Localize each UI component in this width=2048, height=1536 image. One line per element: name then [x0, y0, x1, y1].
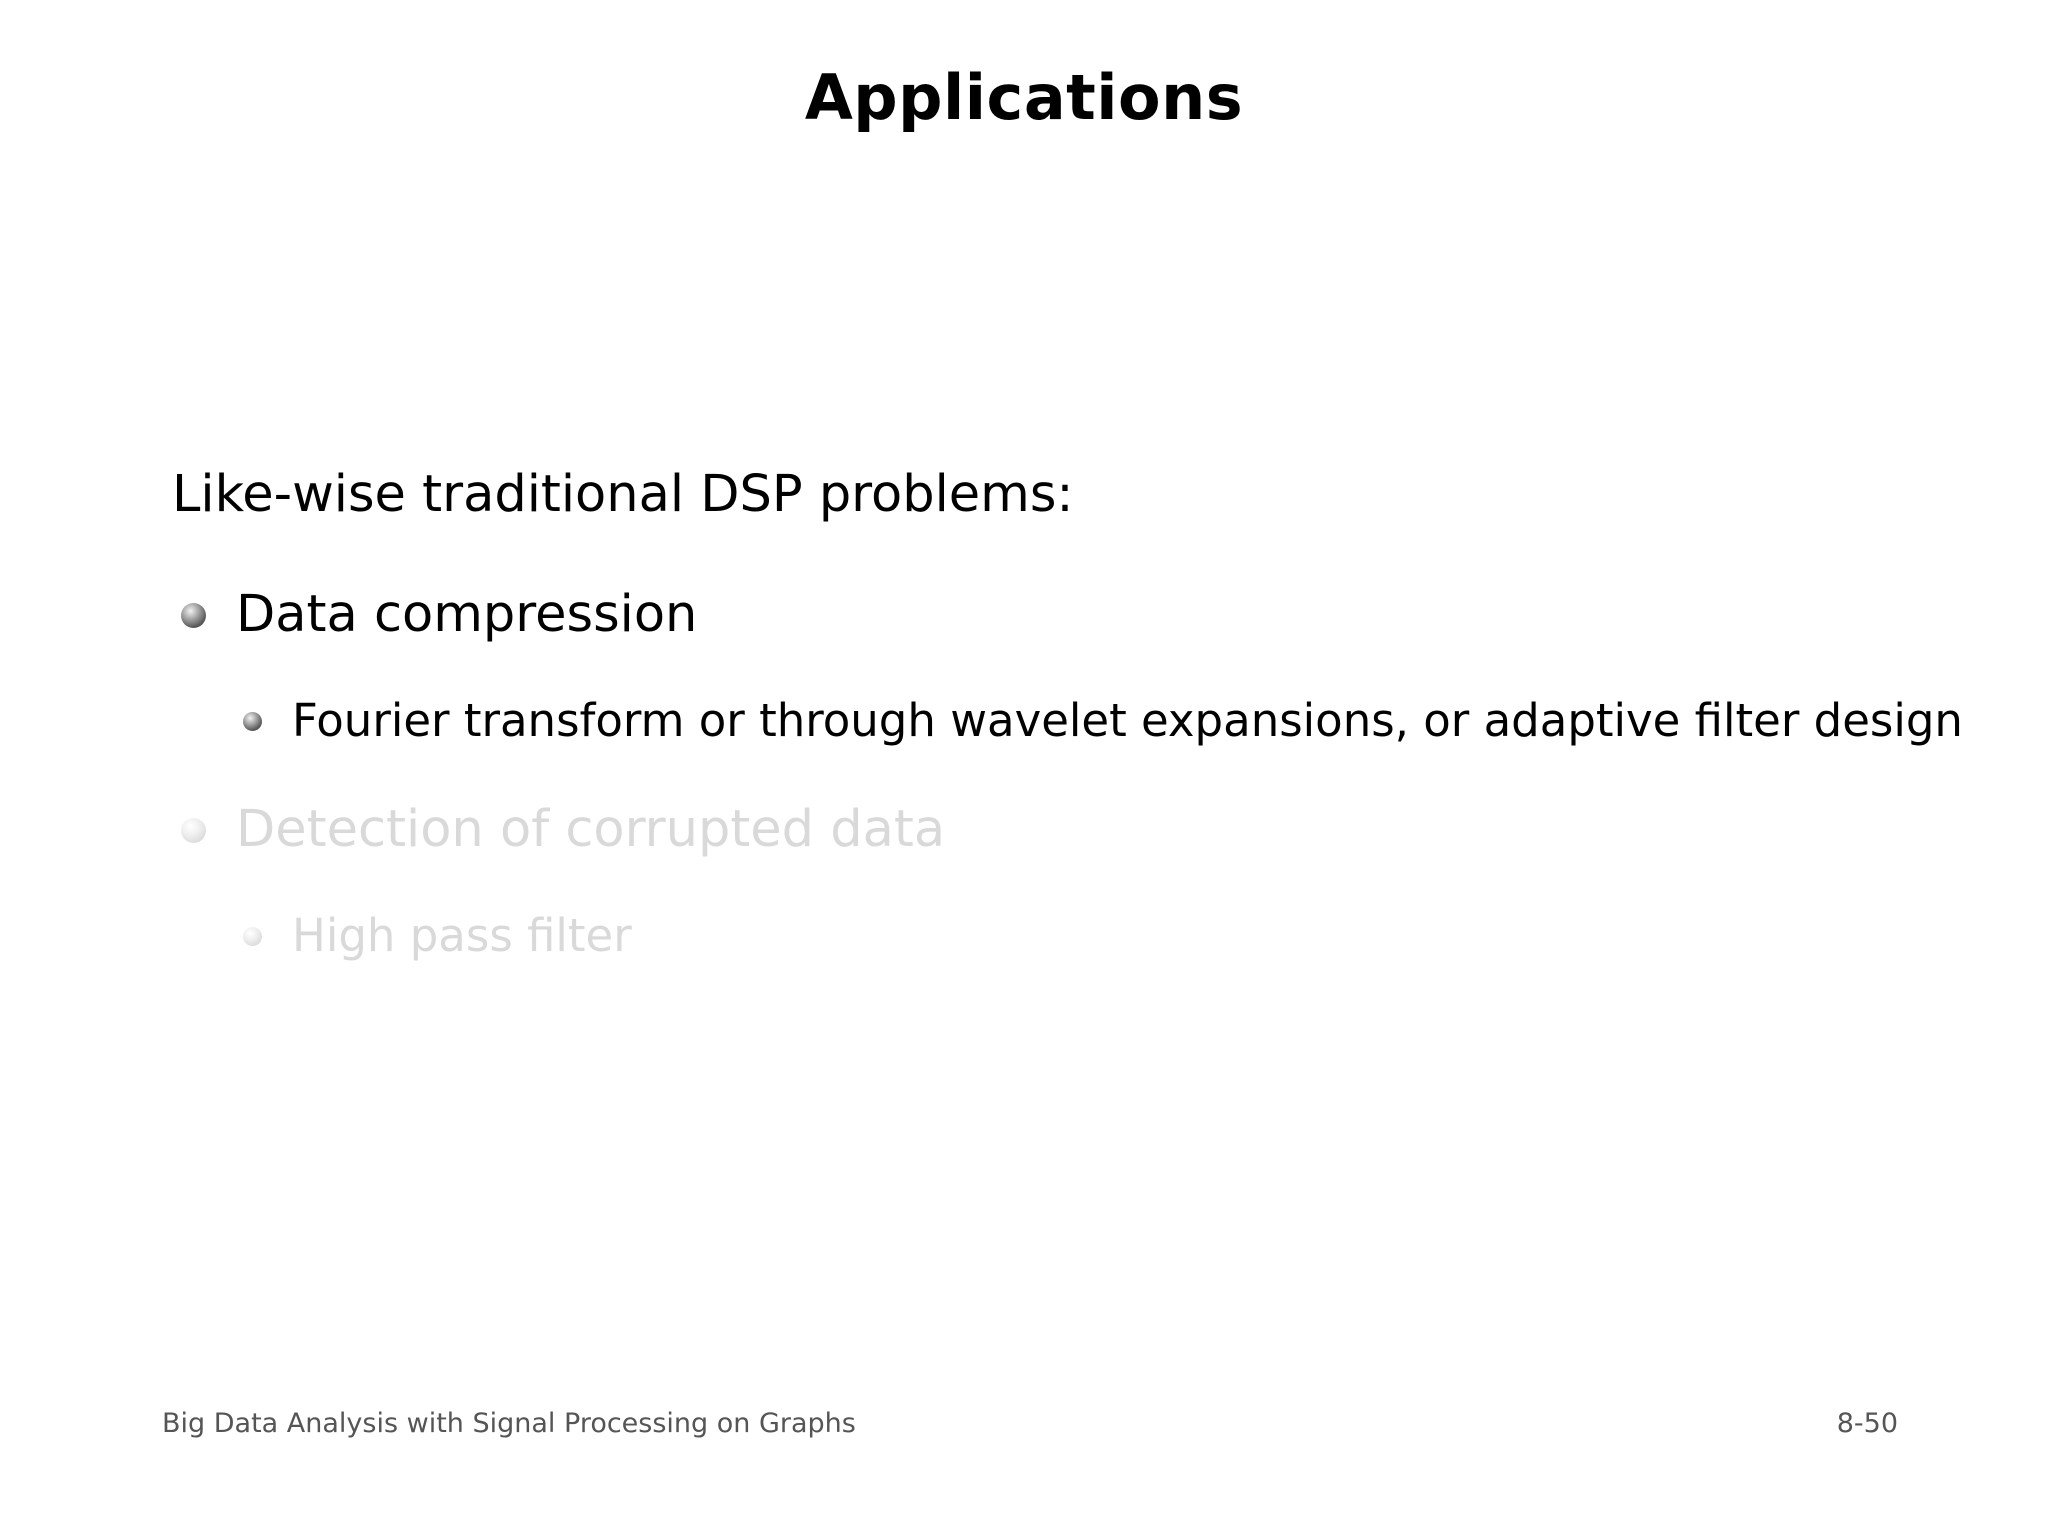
sub-bullet-item-text: High pass filter: [292, 909, 632, 962]
sub-bullet-item-fourier: [243, 690, 1963, 752]
bullet-ball-icon: [181, 603, 206, 628]
sub-bullet-ball-icon: [243, 712, 262, 731]
footer-course-title: Big Data Analysis with Signal Processing on Graphs: [162, 1408, 856, 1439]
intro-text: Like-wise traditional DSP problems:: [172, 465, 1074, 524]
footer-page-number: 8-50: [1836, 1408, 1898, 1439]
sub-bullet-ball-icon: [243, 927, 262, 946]
slide-title: Applications: [804, 61, 1244, 134]
sub-bullet-item-text: Fourier transform or through wavelet expansions, or adaptive filter design: [292, 694, 1963, 747]
bullet-item-detection: [181, 795, 945, 865]
bullet-item-text: Data compression: [236, 585, 698, 644]
bullet-item-text: Detection of corrupted data: [236, 800, 946, 859]
bullet-ball-icon: [181, 818, 206, 843]
sub-bullet-item-high-pass: [243, 905, 632, 967]
bullet-item-data-compression: [181, 580, 697, 650]
